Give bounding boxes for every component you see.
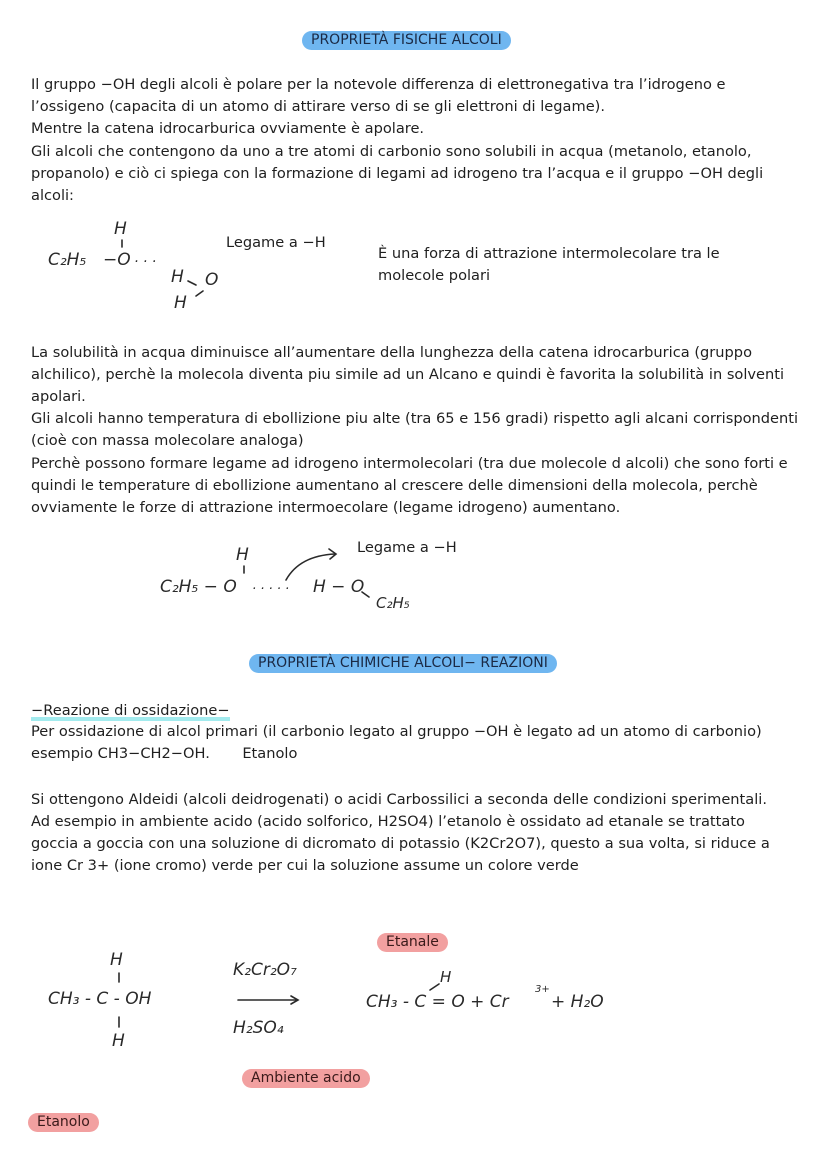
product-h: H [440,968,452,986]
formula-c2h5-o: C₂H₅ − O [160,577,237,597]
description-line: È una forza di attrazione intermolecolare tra le [378,245,720,262]
text-line: Il gruppo −OH degli alcoli è polare per la notevole differenza di elettronegativa tra l’idrogeno e [31,76,726,93]
text-line: Per ossidazione di alcol primari (il carbonio legato al gruppo −OH è legato ad un atomo di carbonio) [31,723,762,740]
text-line: alchilico), perchè la molecola diventa piu simile ad un Alcano e quindi è favorita la solubilità in solventi [31,366,785,383]
text-line: apolari. [31,388,86,405]
hydrogen-bond-dots: · · · · · [252,582,290,597]
section-title-chemical: PROPRIETÀ CHIMICHE ALCOLI− REAZIONI [249,654,557,673]
formula-c2h5-right: C₂H₅ [376,594,410,612]
text-line: propanolo) e ciò ci spiega con la formazione di legami ad idrogeno tra l’acqua e il gruppo −OH degli [31,165,764,182]
tag-ambiente-acido: Ambiente acido [242,1069,370,1088]
text-line: La solubilità in acqua diminuisce all’aumentare della lunghezza della catena idrocarburica (gruppo [31,344,753,361]
reagent-dichromate: K₂Cr₂O₇ [233,960,297,980]
text-line: Gli alcoli hanno temperatura di ebollizione piu alte (tra 65 e 156 gradi) rispetto agli alcani corrispondenti [31,410,799,427]
formula-h-o: H − O [313,577,365,597]
product-charge: 3+ [535,984,550,995]
subtitle-ossidazione [31,700,230,722]
formula-h-top: H [236,545,249,565]
formula-o-water: O [205,270,219,290]
text-line: Si ottengono Aldeidi (alcoli deidrogenati) o acidi Carbossilici a seconda delle condizioni sperimentali. [31,791,767,808]
description-line: molecole polari [378,267,491,284]
reagent-sulfuric-acid: H₂SO₄ [233,1018,284,1038]
section-title-physical: PROPRIETÀ FISICHE ALCOLI [302,31,511,50]
text-line: Gli alcoli che contengono da uno a tre atomi di carbonio sono solubili in acqua (metanolo, etanolo, [31,143,752,160]
hydrogen-bond-dots: · · · [134,254,157,270]
subtitle-text: −Reazione di ossidazione− [31,702,230,719]
product-water: + H₂O [551,992,604,1012]
tag-etanolo: Etanolo [28,1113,99,1132]
text-line: ione Cr 3+ (ione cromo) verde per cui la soluzione assume un colore verde [31,857,579,874]
reactant-h-top: H [110,950,123,970]
text-line: esempio CH3−CH2−OH. Etanolo [31,745,298,762]
text-line: ovviamente le forze di attrazione intermoecolare (legame idrogeno) aumentano. [31,499,621,516]
product-bond [0,0,1,1]
formula-h-mid: H [171,267,184,287]
text-line: (cioè con massa molecolare analoga) [31,432,304,449]
label-legame-h: Legame a −H [357,539,457,556]
formula-c2h5: C₂H₅ [48,250,87,270]
formula-oxygen: −O [103,250,131,270]
text-line: Ad esempio in ambiente acido (acido solforico, H2SO4) l’etanolo è ossidato ad etanale se trattato [31,813,745,830]
reactant-formula: CH₃ - C - OH [48,989,152,1009]
text-line: Perchè possono formare legame ad idrogeno intermolecolari (tra due molecole d alcoli) che sono forti e [31,455,788,472]
formula-h-low: H [174,293,187,313]
reactant-h-bottom: H [112,1031,125,1051]
text-line: l’ossigeno (capacita di un atomo di attirare verso di se gli elettroni di legame). [31,98,606,115]
product-formula: CH₃ - C = O + Cr [366,992,509,1012]
text-line: alcoli: [31,187,74,204]
text-line: quindi le temperature di ebollizione aumentano al crescere delle dimensioni della molecola, perchè [31,477,758,494]
label-legame-h: Legame a −H [226,234,326,251]
formula-h-top: H [114,219,127,239]
text-line: Mentre la catena idrocarburica ovviamente è apolare. [31,120,425,137]
tag-etanale: Etanale [377,933,448,952]
text-line: goccia a goccia con una soluzione di dicromato di potassio (K2Cr2O7), questo a sua volta, si riduce a [31,835,770,852]
